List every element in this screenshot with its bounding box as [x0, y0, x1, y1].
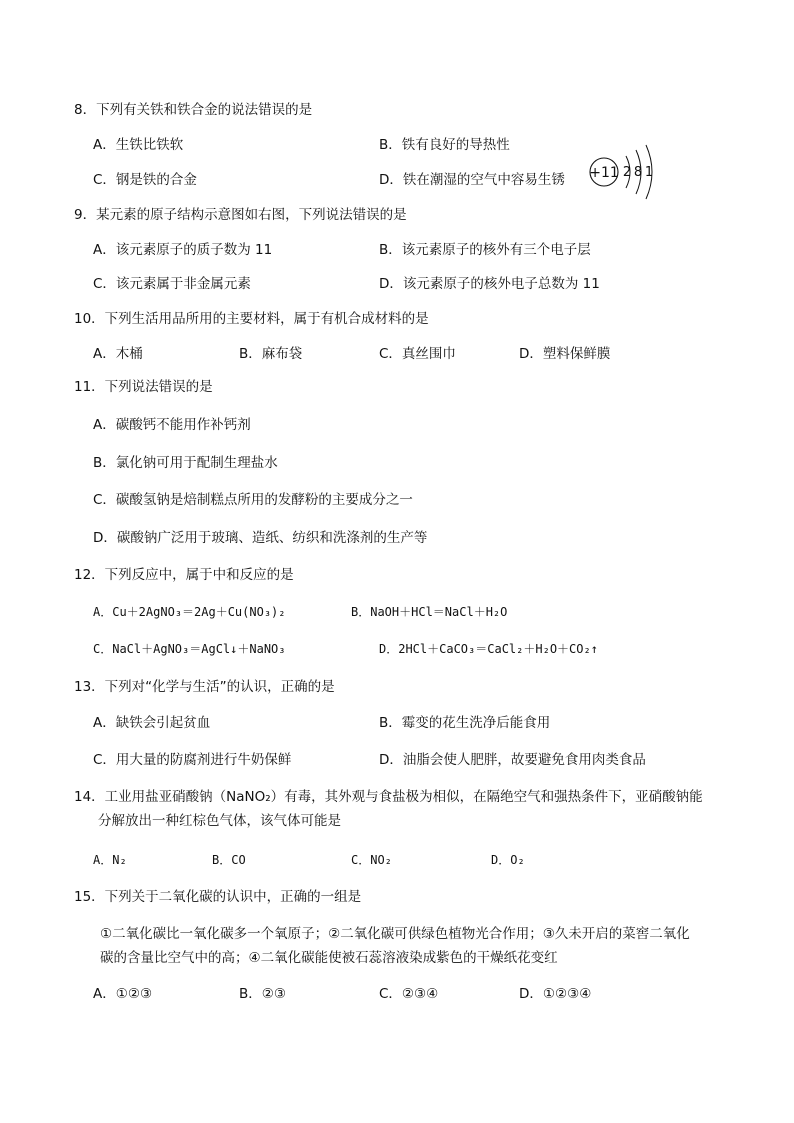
q12-option-b: B．NaOH＋HCl＝NaCl＋H₂O [351, 605, 508, 619]
q13-option-d: D．油脂会使人肥胖，故要避免食用肉类食品 [379, 752, 646, 768]
q8-option-a: A．生铁比铁软 [93, 137, 184, 153]
q14-option-a: A．N₂ [93, 853, 127, 867]
shell-2-electrons: 8 [633, 165, 643, 180]
q15-option-c: C．②③④ [379, 986, 439, 1002]
q14-option-d: D．O₂ [491, 853, 525, 867]
q10-option-d: D．塑料保鲜膜 [519, 346, 611, 362]
q14-option-b: B．CO [212, 853, 246, 867]
atom-structure-diagram [586, 142, 666, 202]
shell-3-electrons: 1 [644, 165, 654, 180]
q12-option-d: D．2HCl＋CaCO₃＝CaCl₂＋H₂O＋CO₂↑ [379, 642, 598, 656]
q14-option-c: C．NO₂ [351, 853, 392, 867]
q13-option-a: A．缺铁会引起贫血 [93, 715, 211, 731]
q10-option-b: B．麻布袋 [239, 346, 303, 362]
question-15-body-line-2: 碳的含量比空气中的高；④二氧化碳能使被石蕊溶液染成紫色的干燥纸花变红 [100, 950, 558, 966]
q9-option-c: C．该元素属于非金属元素 [93, 276, 251, 292]
q15-option-d: D．①②③④ [519, 986, 592, 1002]
q11-option-c: C．碳酸氢钠是焙制糕点所用的发酵粉的主要成分之一 [93, 492, 413, 508]
q8-option-c: C．钢是铁的合金 [93, 172, 197, 188]
nucleus-charge: +11 [589, 165, 619, 181]
q9-option-b: B．该元素原子的核外有三个电子层 [379, 242, 591, 258]
question-10-stem: 10．下列生活用品所用的主要材料，属于有机合成材料的是 [74, 311, 429, 327]
q15-option-a: A．①②③ [93, 986, 153, 1002]
q8-option-d: D．铁在潮湿的空气中容易生锈 [379, 172, 565, 188]
question-8-stem: 8．下列有关铁和铁合金的说法错误的是 [74, 102, 313, 118]
q13-option-b: B．霉变的花生洗净后能食用 [379, 715, 551, 731]
q9-option-a: A．该元素原子的质子数为 11 [93, 242, 273, 258]
question-11-stem: 11．下列说法错误的是 [74, 379, 213, 395]
q11-option-d: D．碳酸钠广泛用于玻璃、造纸、纺织和洗涤剂的生产等 [93, 530, 428, 546]
q15-option-b: B．②③ [239, 986, 286, 1002]
q12-option-c: C．NaCl＋AgNO₃＝AgCl↓＋NaNO₃ [93, 642, 286, 656]
question-15-body-line-1: ①二氧化碳比一氧化碳多一个氧原子；②二氧化碳可供绿色植物光合作用；③久未开启的菜窖二氧化 [100, 926, 690, 942]
q11-option-b: B．氯化钠可用于配制生理盐水 [93, 455, 278, 471]
q11-option-a: A．碳酸钙不能用作补钙剂 [93, 417, 251, 433]
question-12-stem: 12．下列反应中，属于中和反应的是 [74, 567, 294, 583]
question-15-stem: 15．下列关于二氧化碳的认识中，正确的一组是 [74, 889, 362, 905]
question-14-stem-line-1: 14．工业用盐亚硝酸钠（NaNO₂）有毒，其外观与食盐极为相似，在隔绝空气和强热条件下，亚硝酸钠能 [74, 789, 703, 805]
shell-1-electrons: 2 [622, 165, 632, 180]
q12-option-a: A．Cu＋2AgNO₃＝2Ag＋Cu(NO₃)₂ [93, 605, 286, 619]
question-13-stem: 13．下列对“化学与生活”的认识，正确的是 [74, 679, 335, 695]
q10-option-c: C．真丝围巾 [379, 346, 456, 362]
q9-option-d: D．该元素原子的核外电子总数为 11 [379, 276, 600, 292]
question-14-stem-line-2: 分解放出一种红棕色气体，该气体可能是 [98, 813, 341, 829]
q10-option-a: A．木桶 [93, 346, 143, 362]
q8-option-b: B．铁有良好的导热性 [379, 137, 510, 153]
q13-option-c: C．用大量的防腐剂进行牛奶保鲜 [93, 752, 292, 768]
question-9-stem: 9．某元素的原子结构示意图如右图，下列说法错误的是 [74, 207, 407, 223]
